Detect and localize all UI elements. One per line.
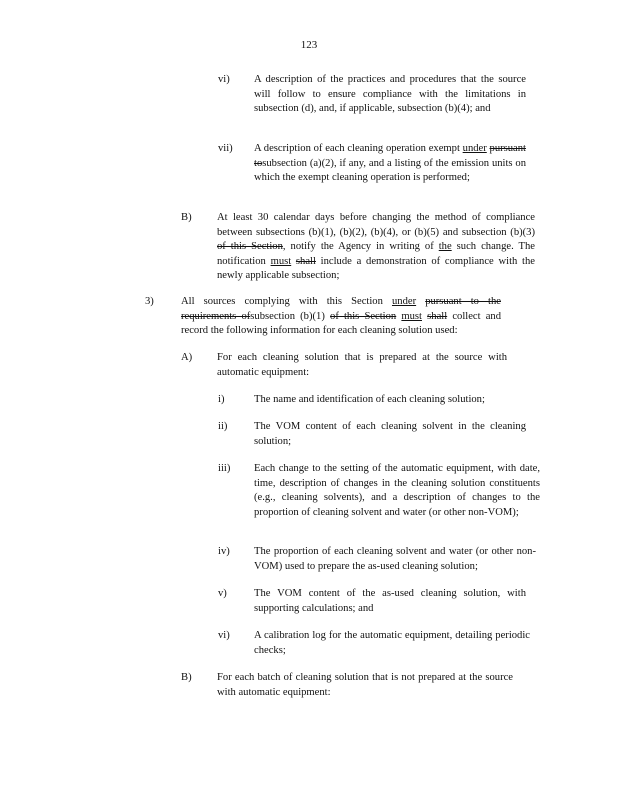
clause-label: A) xyxy=(181,352,193,363)
clause-text xyxy=(254,73,526,117)
clause-text xyxy=(217,351,507,380)
clause-label: vii) xyxy=(218,143,233,154)
clause-label: B) xyxy=(181,212,192,223)
text-segment xyxy=(416,296,425,307)
deleted-text: of this Section xyxy=(330,310,397,322)
text-segment: All sources complying with this Section xyxy=(181,296,392,307)
deleted-text: of this Section xyxy=(217,241,283,253)
page-number: 123 xyxy=(300,39,318,51)
text-segment: A description of the practices and procedures that the source will follow to ensure compliance with the limitations in subsection (d), and, if applicable, subsection (b)(4); and xyxy=(254,74,526,115)
text-segment: For each batch of cleaning solution that is not prepared at the source with automatic equipment: xyxy=(217,672,513,698)
text-segment: , notify the Agency in writing of xyxy=(282,241,439,253)
text-segment: collect and record the following information for each cleaning solution used: xyxy=(181,310,501,337)
clause-text xyxy=(254,462,540,520)
deleted-text: pursuant to xyxy=(254,143,526,169)
text-segment: A description of each cleaning operation exempt xyxy=(254,143,463,154)
text-segment: include a demonstration of compliance with the newly applicable subsection; xyxy=(217,255,535,282)
text-segment: such change. The notification xyxy=(217,241,535,267)
text-segment: The VOM content of each cleaning solvent in the cleaning solution; xyxy=(254,421,526,447)
clause-text xyxy=(254,629,530,658)
inserted-text: the xyxy=(438,241,452,253)
text-segment: A calibration log for the automatic equipment, detailing periodic checks; xyxy=(254,630,530,656)
clause-label: 3) xyxy=(145,296,154,307)
text-segment: Each change to the setting of the automatic equipment, with date, time, description of changes in the cleaning solution constituents (e.g., cleaning solvents), and a description of changes to the proportion of cleaning solvent and water (or other non-VOM); xyxy=(254,463,540,518)
text-segment: The name and identification of each cleaning solution; xyxy=(254,394,485,405)
text-segment: At least 30 calendar days before changing the method of compliance between subsections (b)(1), (b)(2), (b)(4), or (b)(5) and subsection (b)(3) xyxy=(217,212,535,238)
clause-label: i) xyxy=(218,394,225,405)
clause-text xyxy=(254,545,536,574)
deleted-text: shall xyxy=(427,310,448,322)
text-segment: For each cleaning solution that is prepared at the source with automatic equipment: xyxy=(217,352,507,378)
inserted-text: under xyxy=(391,296,417,307)
deleted-text: pursuant to the requirements of xyxy=(181,296,501,322)
text-segment: The proportion of each cleaning solvent and water (or other non-VOM) used to prepare the as-used cleaning solution; xyxy=(254,546,536,572)
clause-label: iv) xyxy=(218,546,230,557)
inserted-text: must xyxy=(270,255,292,267)
clause-label: vi) xyxy=(218,630,230,641)
text-segment: The VOM content of the as-used cleaning solution, with supporting calculations; and xyxy=(254,588,526,614)
text-segment: subsection (a)(2), if any, and a listing of the emission units on which the exempt cleaning operation is performed; xyxy=(254,157,526,184)
clause-label: iii) xyxy=(218,463,231,474)
clause-label: ii) xyxy=(218,421,228,432)
clause-text xyxy=(181,295,501,339)
clause-text xyxy=(254,393,524,408)
deleted-text: shall xyxy=(295,255,316,267)
clause-label: vi) xyxy=(218,74,230,85)
clause-text xyxy=(217,671,513,700)
clause-label: B) xyxy=(181,672,192,683)
clause-text xyxy=(254,587,526,616)
clause-text xyxy=(254,142,526,186)
inserted-text: under xyxy=(462,143,487,154)
inserted-text: must xyxy=(401,310,422,322)
text-segment: subsection (b)(1) xyxy=(250,310,331,322)
clause-text xyxy=(217,211,535,284)
clause-text xyxy=(254,420,526,449)
clause-label: v) xyxy=(218,588,227,599)
